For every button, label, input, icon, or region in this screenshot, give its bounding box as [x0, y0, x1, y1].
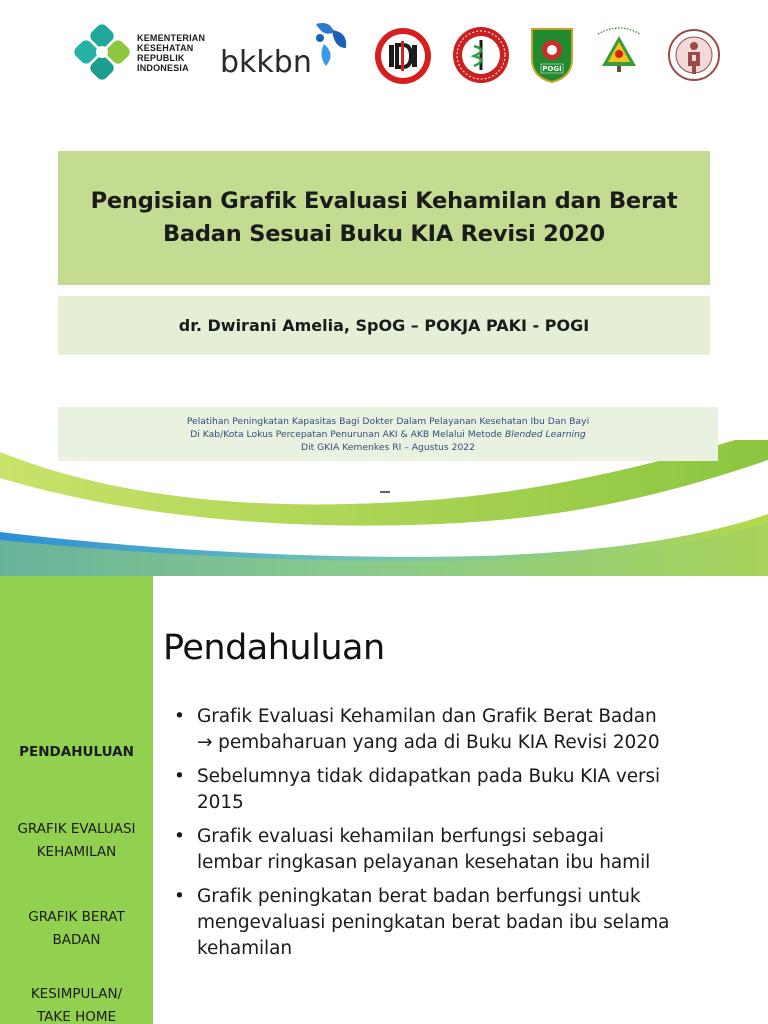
- bkkbn-logo-icon: [220, 18, 360, 80]
- bullet-item: • Sebelumnya tidak didapatkan pada Buku KIA versi 2015: [174, 766, 661, 813]
- association-seal-icon: [668, 26, 720, 84]
- medical-seal-icon: [452, 26, 510, 84]
- section-sidebar: [0, 576, 153, 1024]
- bullet-dot-icon: •: [174, 826, 185, 847]
- info-line-3: Dit GKIA Kemenkes RI – Agustus 2022: [301, 441, 475, 453]
- bullet-item: • Grafik Evaluasi Kehamilan dan Grafik Berat Badan → pembaharuan yang ada di Buku KIA Revisi 2020: [174, 706, 660, 753]
- bullet-list: [174, 704, 754, 970]
- title-panel: [58, 151, 710, 285]
- bullet-item: • Grafik peningkatan berat badan berfungsi untuk mengevaluasi peningkatan berat badan ibu selama kehamilan: [174, 886, 670, 959]
- bullet-dot-icon: •: [174, 766, 185, 787]
- bullet-item: • Grafik evaluasi kehamilan berfungsi sebagai lembar ringkasan pelayanan kesehatan ibu hamil: [174, 826, 651, 873]
- sidebar-item-pendahuluan[interactable]: PENDAHULUAN: [19, 744, 134, 760]
- bullet-dot-icon: •: [174, 706, 185, 727]
- sidebar-item-kesimpulan[interactable]: KESIMPULAN/ TAKE HOME: [30, 986, 123, 1024]
- info-line-2: Di Kab/Kota Lokus Percepatan Penurunan AKI & AKB Melalui Metode Blended Learning: [190, 428, 586, 440]
- kemenkes-wordmark: KEMENTERIAN KESEHATAN REPUBLIK INDONESIA: [137, 33, 206, 73]
- info-panel: [58, 407, 718, 461]
- intro-slide: [0, 576, 768, 1024]
- logo-bar: [0, 0, 768, 110]
- sidebar-item-grafik-berat[interactable]: GRAFIK BERAT BADAN: [28, 909, 125, 948]
- title-line-1: Pengisian Grafik Evaluasi Kehamilan dan Berat: [90, 188, 678, 214]
- pogi-logo-icon: [529, 26, 575, 84]
- svg-text:bkkbn: bkkbn: [220, 45, 312, 80]
- info-line-1: Pelatihan Peningkatan Kapasitas Bagi Dokter Dalam Pelayanan Kesehatan Ibu Dan Bayi: [186, 415, 590, 427]
- idi-logo-icon: [374, 27, 432, 85]
- kemenkes-logo-icon: [74, 24, 134, 80]
- title-line-2: Badan Sesuai Buku KIA Revisi 2020: [162, 221, 606, 247]
- slide-title: Pendahuluan: [163, 628, 385, 668]
- author-panel: [58, 296, 710, 355]
- author-name: dr. Dwirani Amelia, SpOG – POKJA PAKI - POGI: [178, 316, 590, 335]
- idai-logo-icon: [592, 22, 646, 82]
- sidebar-item-grafik-evaluasi[interactable]: GRAFIK EVALUASI KEHAMILAN: [17, 821, 136, 860]
- bullet-dot-icon: •: [174, 886, 185, 907]
- svg-text:POGI: POGI: [542, 65, 562, 73]
